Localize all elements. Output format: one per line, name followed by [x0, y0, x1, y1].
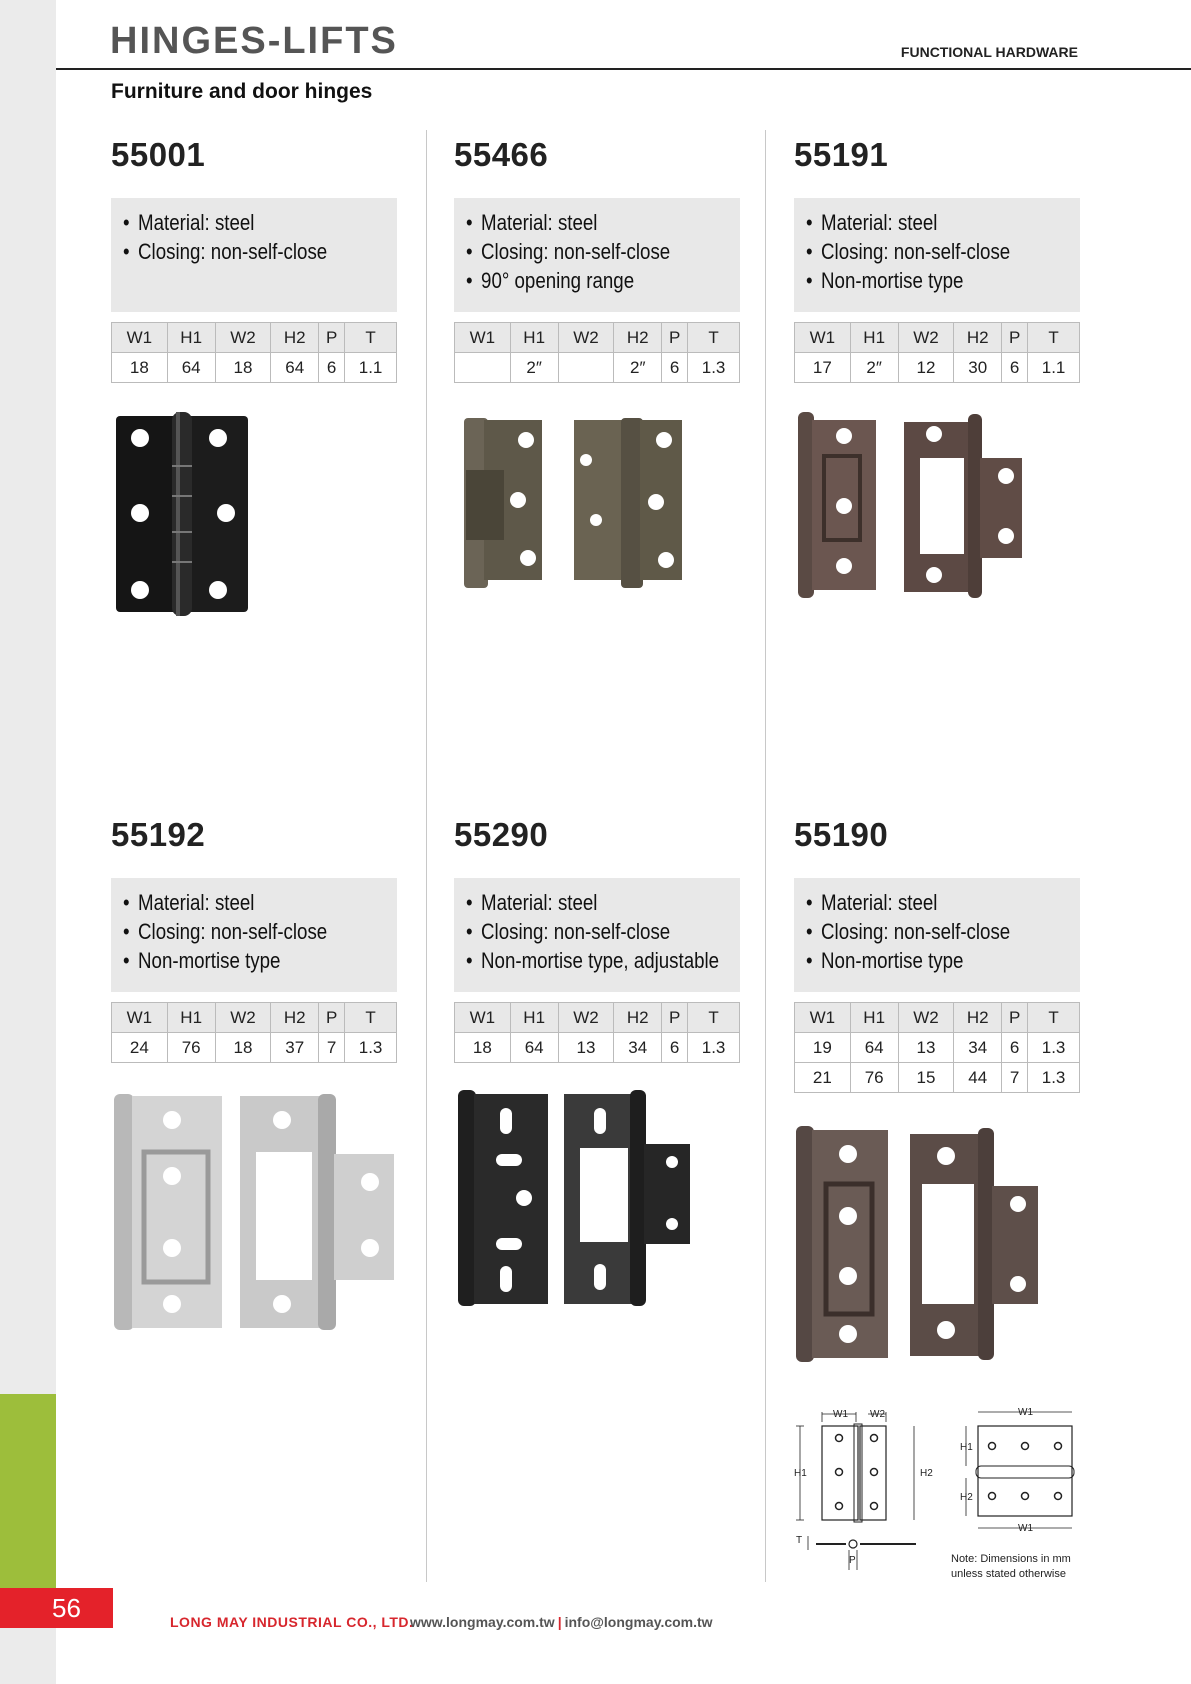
page-number: 56	[0, 1588, 113, 1628]
spec-item: • Closing: non-self-close	[466, 917, 689, 946]
page-subtitle: Furniture and door hinges	[111, 80, 373, 103]
table-cell: 6	[319, 353, 345, 383]
dimension-table	[454, 1002, 740, 1063]
dimension-table	[111, 322, 397, 383]
column-header: H1	[850, 323, 898, 353]
hinge-photo-55001	[112, 410, 252, 620]
column-header: H1	[167, 323, 215, 353]
spec-box	[794, 198, 1080, 312]
spec-box	[111, 198, 397, 312]
footer-contact	[410, 1614, 713, 1630]
table-header-row	[112, 1003, 397, 1033]
table-row	[455, 1033, 740, 1063]
column-header: W2	[898, 323, 954, 353]
spec-item: • Non-mortise type, adjustable	[466, 946, 689, 975]
column-header: P	[319, 323, 345, 353]
dim-label-h1-top: H1	[960, 1442, 973, 1453]
column-header: H2	[954, 323, 1002, 353]
spec-box	[111, 878, 397, 992]
table-cell: 1.3	[688, 353, 740, 383]
table-cell: 7	[319, 1033, 345, 1063]
page-title: HINGES-LIFTS	[110, 20, 398, 62]
dimension-table	[111, 1002, 397, 1063]
product-card	[454, 816, 740, 1063]
spec-item: • Closing: non-self-close	[806, 237, 1029, 266]
column-header: T	[1028, 1003, 1080, 1033]
column-header: W1	[795, 323, 851, 353]
dim-label-w1-top: W1	[1018, 1407, 1033, 1418]
table-cell: 1.3	[345, 1033, 397, 1063]
product-code: 55190	[794, 816, 889, 853]
table-cell: 1.1	[1028, 353, 1080, 383]
table-cell: 6	[1002, 353, 1028, 383]
table-cell: 12	[898, 353, 954, 383]
dim-label-w1-bottom: W1	[1018, 1523, 1033, 1534]
table-header-row	[455, 323, 740, 353]
table-cell: 7	[1002, 1063, 1028, 1093]
table-cell: 1.3	[1028, 1063, 1080, 1093]
table-cell: 21	[795, 1063, 851, 1093]
product-code: 55001	[111, 136, 206, 173]
spec-item: • Material: steel	[123, 208, 346, 237]
column-header: T	[1028, 323, 1080, 353]
spec-list	[806, 888, 1068, 975]
side-bar-accent	[0, 1394, 56, 1594]
product-code: 55191	[794, 136, 889, 173]
table-cell: 76	[167, 1033, 215, 1063]
column-header: P	[662, 323, 688, 353]
table-cell: 1.3	[1028, 1033, 1080, 1063]
table-cell: 64	[271, 353, 319, 383]
footer-company: LONG MAY INDUSTRIAL CO., LTD.	[170, 1614, 414, 1630]
product-card	[794, 816, 1080, 1093]
column-header: H1	[510, 323, 558, 353]
table-cell	[455, 353, 511, 383]
spec-item: • Material: steel	[466, 888, 689, 917]
dimension-table	[794, 322, 1080, 383]
table-cell: 18	[215, 353, 271, 383]
column-header: H2	[614, 323, 662, 353]
dim-label-w1: W1	[833, 1409, 848, 1420]
column-header: W1	[112, 1003, 168, 1033]
table-cell: 64	[850, 1033, 898, 1063]
table-cell: 64	[510, 1033, 558, 1063]
dimension-note	[951, 1552, 1071, 1582]
spec-item: • Closing: non-self-close	[123, 237, 346, 266]
product-card	[454, 136, 740, 383]
column-header: W2	[558, 1003, 614, 1033]
table-header-row	[455, 1003, 740, 1033]
column-header: W2	[558, 323, 614, 353]
spec-box	[454, 198, 740, 312]
table-cell: 17	[795, 353, 851, 383]
spec-list	[806, 208, 1068, 295]
column-header: W2	[215, 1003, 271, 1033]
column-header: T	[688, 1003, 740, 1033]
spec-item: • Material: steel	[123, 888, 346, 917]
note-line: Note: Dimensions in mm	[951, 1553, 1071, 1565]
table-cell: 13	[558, 1033, 614, 1063]
hinge-photo-55192	[112, 1092, 400, 1332]
table-row	[112, 353, 397, 383]
table-cell: 15	[898, 1063, 954, 1093]
spec-item: • Closing: non-self-close	[806, 917, 1029, 946]
website-link[interactable]: www.longmay.com.tw	[410, 1614, 555, 1630]
table-header-row	[795, 323, 1080, 353]
table-cell: 6	[1002, 1033, 1028, 1063]
table-cell: 13	[898, 1033, 954, 1063]
table-cell: 2″	[850, 353, 898, 383]
column-header: W2	[898, 1003, 954, 1033]
table-cell: 2″	[614, 353, 662, 383]
column-header: P	[319, 1003, 345, 1033]
table-cell: 18	[455, 1033, 511, 1063]
spec-item: • Non-mortise type	[806, 266, 1029, 295]
note-line: unless stated otherwise	[951, 1568, 1066, 1580]
column-header: H1	[850, 1003, 898, 1033]
column-header: W1	[112, 323, 168, 353]
hinge-photo-55191	[796, 410, 1036, 600]
table-cell: 76	[850, 1063, 898, 1093]
dim-label-w2: W2	[870, 1409, 885, 1420]
spec-list	[466, 208, 728, 295]
spec-item: • Material: steel	[806, 888, 1029, 917]
footer-separator: |	[557, 1614, 562, 1630]
column-header: H1	[510, 1003, 558, 1033]
section-label: FUNCTIONAL HARDWARE	[900, 44, 1078, 60]
email-link[interactable]: info@longmay.com.tw	[564, 1614, 713, 1630]
table-row	[455, 353, 740, 383]
column-header: T	[345, 1003, 397, 1033]
table-row	[795, 1033, 1080, 1063]
spec-item: • Closing: non-self-close	[123, 917, 346, 946]
column-header: H2	[271, 323, 319, 353]
table-cell: 44	[954, 1063, 1002, 1093]
column-divider	[765, 130, 766, 1582]
column-header: W1	[795, 1003, 851, 1033]
dim-label-p: P	[849, 1555, 856, 1566]
product-code: 55466	[454, 136, 549, 173]
column-header: T	[345, 323, 397, 353]
dimension-table	[794, 1002, 1080, 1093]
table-cell	[558, 353, 614, 383]
dim-label-h1: H1	[794, 1468, 807, 1479]
spec-item: • Material: steel	[806, 208, 1029, 237]
column-header: W2	[215, 323, 271, 353]
dim-label-h2: H2	[920, 1468, 933, 1479]
table-cell: 30	[954, 353, 1002, 383]
product-code: 55192	[111, 816, 206, 853]
table-cell: 18	[112, 353, 168, 383]
column-divider	[426, 130, 427, 1582]
product-card	[111, 816, 397, 1063]
hinge-photo-55290	[456, 1088, 696, 1308]
column-header: P	[662, 1003, 688, 1033]
column-header: H2	[271, 1003, 319, 1033]
table-cell: 18	[215, 1033, 271, 1063]
table-cell: 24	[112, 1033, 168, 1063]
spec-item: • 90° opening range	[466, 266, 689, 295]
spec-item: • Non-mortise type	[806, 946, 1029, 975]
table-cell: 19	[795, 1033, 851, 1063]
spec-list	[123, 888, 385, 975]
column-header: T	[688, 323, 740, 353]
table-cell: 64	[167, 353, 215, 383]
product-card	[111, 136, 397, 383]
table-cell: 34	[954, 1033, 1002, 1063]
table-cell: 2″	[510, 353, 558, 383]
product-card	[794, 136, 1080, 383]
dim-label-h2-top: H2	[960, 1492, 973, 1503]
table-header-row	[112, 323, 397, 353]
spec-item: • Closing: non-self-close	[466, 237, 689, 266]
spec-box	[454, 878, 740, 992]
column-header: H1	[167, 1003, 215, 1033]
table-row	[112, 1033, 397, 1063]
table-header-row	[795, 1003, 1080, 1033]
table-row	[795, 1063, 1080, 1093]
product-code: 55290	[454, 816, 549, 853]
column-header: H2	[614, 1003, 662, 1033]
column-header: H2	[954, 1003, 1002, 1033]
column-header: W1	[455, 1003, 511, 1033]
table-cell: 1.1	[345, 353, 397, 383]
spec-list	[466, 888, 728, 975]
dim-label-t: T	[796, 1535, 803, 1546]
spec-list	[123, 208, 385, 266]
dimension-table	[454, 322, 740, 383]
table-row	[795, 353, 1080, 383]
table-cell: 1.3	[688, 1033, 740, 1063]
column-header: P	[1002, 1003, 1028, 1033]
table-cell: 6	[662, 353, 688, 383]
hinge-photo-55190	[796, 1124, 1046, 1364]
table-cell: 34	[614, 1033, 662, 1063]
spec-box	[794, 878, 1080, 992]
column-header: W1	[455, 323, 511, 353]
spec-item: • Material: steel	[466, 208, 689, 237]
spec-item: • Non-mortise type	[123, 946, 346, 975]
header-rule	[56, 68, 1191, 70]
column-header: P	[1002, 323, 1028, 353]
table-cell: 37	[271, 1033, 319, 1063]
hinge-photo-55466	[456, 410, 696, 590]
table-cell: 6	[662, 1033, 688, 1063]
